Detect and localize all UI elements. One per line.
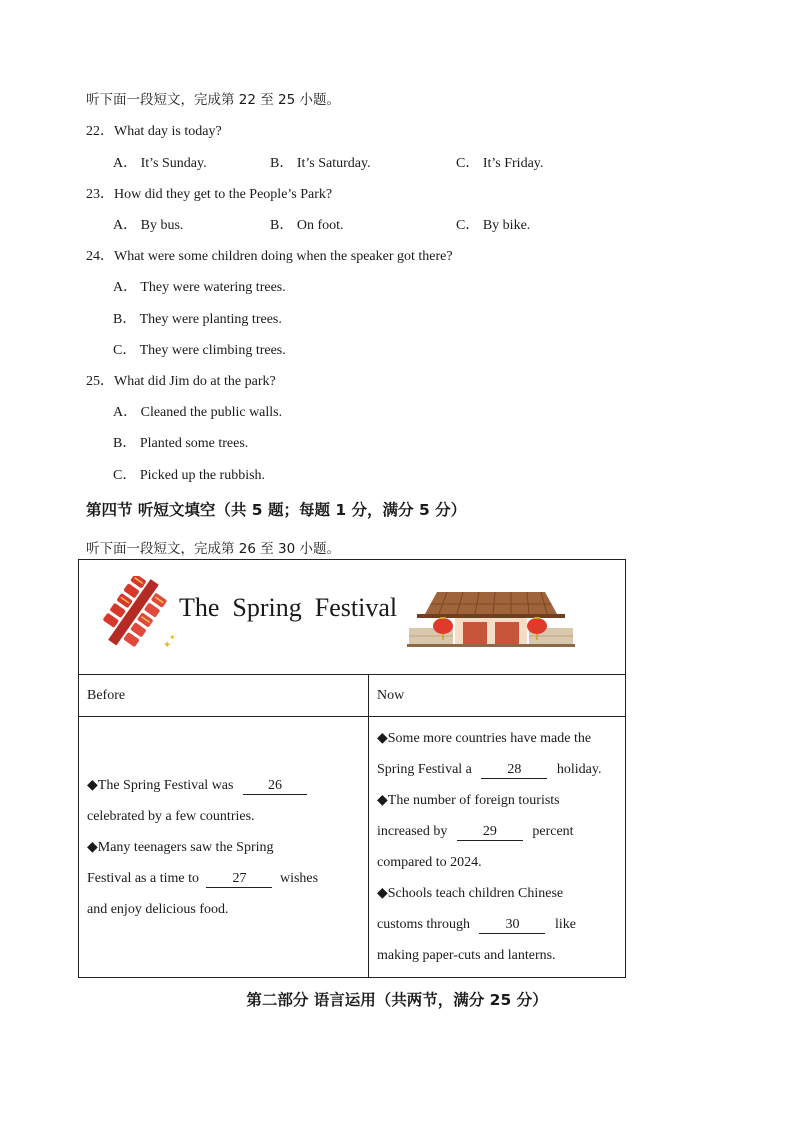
now-p2-text-c: percent — [532, 824, 574, 839]
now-p1-text-c: holiday. — [556, 762, 602, 777]
now-p3-text-a: ◆Schools teach children Chinese — [377, 886, 564, 901]
svg-text:✦: ✦ — [163, 640, 172, 651]
table-header-cell — [79, 560, 626, 675]
before-p2-text-a: ◆Many teenagers saw the Spring — [87, 839, 274, 855]
question-number: 24． — [86, 249, 114, 264]
q22-option-a: A． It’s Sunday. — [113, 156, 207, 171]
blank-26[interactable]: 26 — [243, 778, 307, 795]
q23-option-a: A． By bus. — [113, 218, 184, 233]
question-text: What were some children doing when the speaker got there? — [114, 249, 453, 264]
question-number: 23． — [86, 187, 114, 202]
question-25 — [86, 370, 276, 390]
svg-text:✦: ✦ — [169, 633, 176, 642]
section4-title: 第四节 听短文填空（共 5 题；每题 1 分，满分 5 分） — [86, 501, 467, 519]
now-p2-text-b: increased by — [377, 824, 448, 839]
now-paragraph-1 — [377, 723, 617, 785]
section4-intro: 听下面一段短文，完成第 26 至 30 小题。 — [86, 541, 341, 557]
part2-title: 第二部分 语言运用（共两节，满分 25 分） — [246, 991, 548, 1009]
now-paragraph-3 — [377, 878, 617, 971]
before-p1-text-a: ◆The Spring Festival was — [87, 777, 234, 793]
q25-option-b: B． Planted some trees. — [113, 436, 249, 451]
now-p1-text-a: ◆Some more countries have made the — [377, 731, 592, 746]
now-p1-text-b: Spring Festival a — [377, 762, 472, 777]
question-22 — [86, 120, 222, 140]
blank-27[interactable]: 27 — [206, 871, 272, 888]
now-p3-text-d: making paper-cuts and lanterns. — [377, 948, 556, 963]
q25-option-a: A． Cleaned the public walls. — [113, 405, 283, 420]
section3-intro: 听下面一段短文，完成第 22 至 25 小题。 — [86, 92, 341, 108]
now-paragraph-2 — [377, 785, 617, 878]
firecracker-icon — [97, 576, 181, 656]
q23-option-c: C． By bike. — [456, 218, 531, 233]
chinese-gate-icon — [407, 584, 575, 648]
q24-option-a: A． They were watering trees. — [113, 280, 286, 295]
now-p3-text-c: like — [554, 917, 576, 932]
q23-option-b: B． On foot. — [270, 218, 344, 233]
blank-28[interactable]: 28 — [481, 762, 547, 779]
spring-festival-table — [78, 559, 626, 978]
before-p2-text-d: and enjoy delicious food. — [87, 901, 229, 917]
question-24 — [86, 245, 453, 265]
column-before-header: Before — [79, 675, 369, 717]
now-p2-text-d: compared to 2024. — [377, 855, 482, 870]
before-paragraph-1 — [87, 770, 360, 832]
q24-option-b: B． They were planting trees. — [113, 312, 282, 327]
before-p1-text-b: celebrated by a few countries. — [87, 808, 255, 824]
now-cell — [369, 717, 626, 978]
before-cell — [79, 717, 369, 978]
before-p2-text-c: wishes — [279, 870, 319, 886]
before-p2-text-b: Festival as a time to — [87, 870, 199, 886]
question-text: What did Jim do at the park? — [114, 374, 276, 389]
q22-option-b: B． It’s Saturday. — [270, 156, 371, 171]
question-text: What day is today? — [114, 124, 222, 139]
before-paragraph-2 — [87, 832, 360, 925]
column-now-header: Now — [369, 675, 626, 717]
q24-option-c: C． They were climbing trees. — [113, 343, 286, 358]
question-23 — [86, 183, 332, 203]
blank-29[interactable]: 29 — [457, 824, 523, 841]
question-number: 25． — [86, 374, 114, 389]
now-p3-text-b: customs through — [377, 917, 470, 932]
blank-30[interactable]: 30 — [479, 917, 545, 934]
q22-option-c: C． It’s Friday. — [456, 156, 544, 171]
table-title: The Spring Festival — [179, 593, 398, 622]
q25-option-c: C． Picked up the rubbish. — [113, 468, 266, 483]
question-text: How did they get to the People’s Park? — [114, 187, 333, 202]
now-p2-text-a: ◆The number of foreign tourists — [377, 793, 560, 808]
question-number: 22． — [86, 124, 114, 139]
